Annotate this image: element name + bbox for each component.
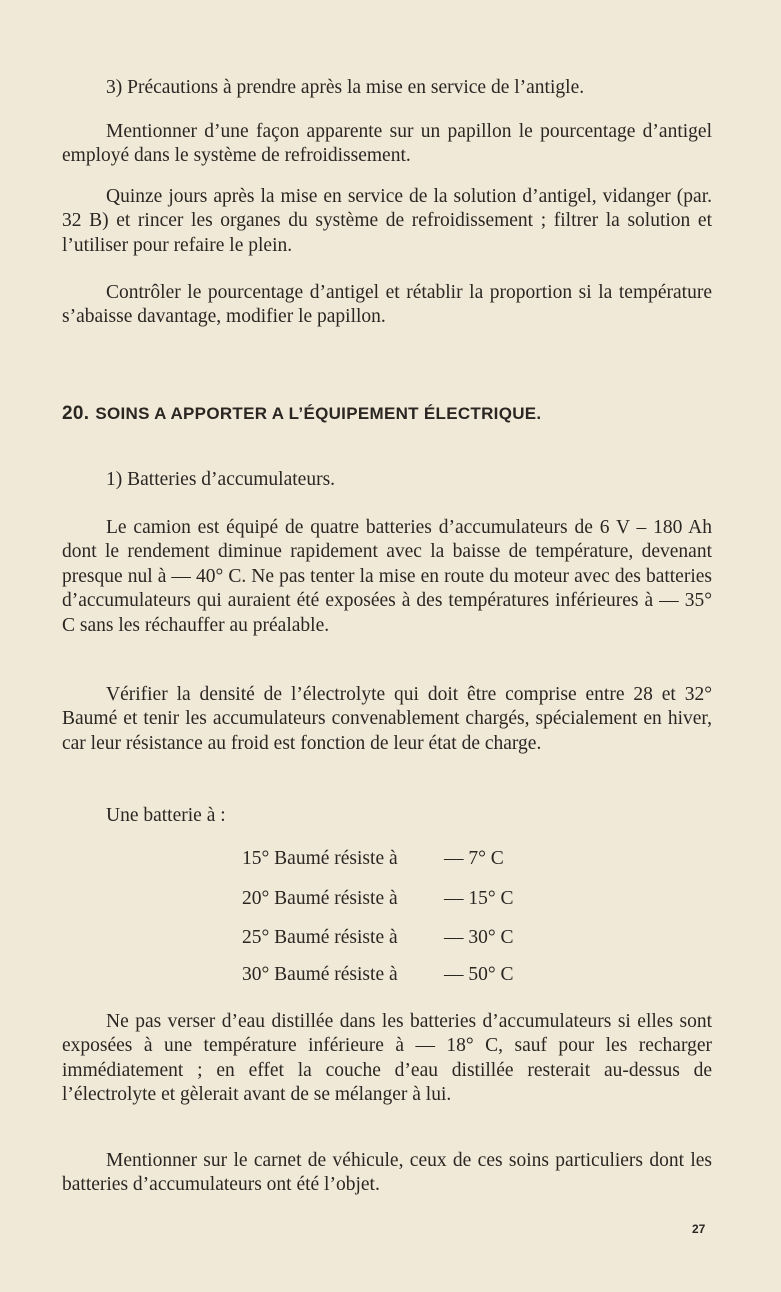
- temperature-value: — 7° C: [444, 848, 504, 869]
- page-number: 27: [692, 1222, 706, 1236]
- paragraph: Le camion est équipé de quatre batteries d’accumulateurs de 6 V – 180 Ah dont le rendement diminue rapidement avec la baisse de température, devenant presque nul à — 40° C. Ne pas tenter la mise en route du moteur avec des batteries d’accumulateurs qui auraient été exposées à des températures inférieures à — 35° C sans les réchauffer au préalable.: [62, 517, 712, 636]
- baume-value: 15° Baumé résiste à: [242, 848, 398, 869]
- subsection-title-3: 3) Précautions à prendre après la mise en service de l’antigle.: [106, 77, 585, 98]
- baume-value: 20° Baumé résiste à: [242, 888, 398, 909]
- paragraph: Mentionner sur le carnet de véhicule, ceux de ces soins particuliers dont les batteries d’accumulateurs ont été l’objet.: [62, 1150, 712, 1196]
- table-intro: Une batterie à :: [106, 805, 226, 826]
- baume-value: 25° Baumé résiste à: [242, 927, 398, 948]
- temperature-value: — 30° C: [444, 927, 514, 948]
- subsection-title-1: 1) Batteries d’accumulateurs.: [106, 469, 336, 490]
- paragraph: Quinze jours après la mise en service de la solution d’antigel, vidanger (par. 32 B) et rincer les organes du système de refroidissement ; filtrer la solution et l’utiliser pour refaire le plein.: [62, 186, 712, 256]
- paragraph: Ne pas verser d’eau distillée dans les batteries d’accumulateurs si elles sont exposées à une température inférieure à — 18° C, sauf pour les recharger immédiatement ; en effet la couche d’eau distillée resterait au-dessus de l’électrolyte et gèlerait avant de se mélanger à lui.: [62, 1011, 712, 1106]
- temperature-value: — 50° C: [444, 964, 514, 985]
- section-title: SOINS A APPORTER A L’ÉQUIPEMENT ÉLECTRIQUE.: [95, 404, 542, 423]
- baume-value: 30° Baumé résiste à: [242, 964, 398, 985]
- temperature-value: — 15° C: [444, 888, 514, 909]
- paragraph: Contrôler le pourcentage d’antigel et rétablir la proportion si la température s’abaisse davantage, modifier le papillon.: [62, 282, 712, 328]
- paragraph: Vérifier la densité de l’électrolyte qui doit être comprise entre 28 et 32° Baumé et tenir les accumulateurs convenablement chargés, spécialement en hiver, car leur résistance au froid est fonction de leur état de charge.: [62, 684, 712, 754]
- section-heading: [62, 403, 712, 425]
- section-number: 20.: [62, 403, 90, 424]
- paragraph: Mentionner d’une façon apparente sur un papillon le pourcentage d’antigel employé dans le système de refroidissement.: [62, 121, 712, 167]
